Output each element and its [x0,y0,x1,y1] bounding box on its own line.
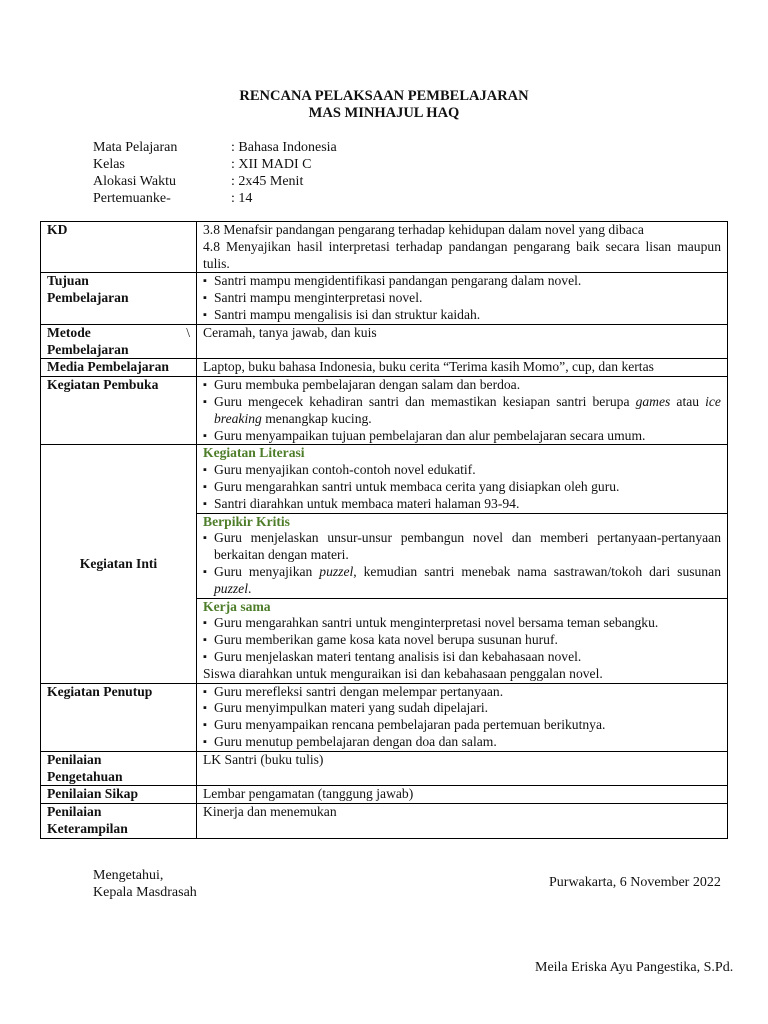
approval-block [93,867,197,901]
info-value: : Bahasa Indonesia [231,140,337,155]
lesson-plan-table [40,221,728,839]
section-literasi [197,445,727,513]
kd-line-1: 3.8 Menafsir pandangan pengarang terhadap kehidupan dalam novel yang dibaca [203,222,644,237]
tujuan-label-line-1: Tujuan [47,273,89,289]
signer-name: Meila Eriska Ayu Pangestika, S.Pd. [535,960,734,975]
keterampilan-label [41,804,197,839]
row-pengetahuan [41,751,728,786]
document-title: RENCANA PELAKSAAN PEMBELAJARAN [239,88,529,104]
list-item: ▪ Guru memberikan game kosa kata novel berupa susunan huruf. [203,632,721,649]
sikap-content: Lembar pengamatan (tanggung jawab) [197,786,728,804]
list-item: ▪ Guru menyampaikan rencana pembelajaran pada pertemuan berikutnya. [203,717,721,734]
text-run: . [247,580,252,596]
list-item: ▪ Guru menyimpulkan materi yang sudah dipelajari. [203,700,721,717]
info-label: Kelas [93,157,125,172]
kd-line-2: 4.8 Menyajikan hasil interpretasi terhadap pandangan pengarang baik secara lisan maupun tulis. [203,238,721,271]
italic-run: puzzel [319,563,354,579]
list-item: ▪ Santri diarahkan untuk membaca materi halaman 93-94. [203,496,721,513]
row-penutup [41,683,728,751]
pembuka-label: Kegiatan Pembuka [41,377,197,445]
row-metode [41,324,728,359]
tujuan-label-line-2: Pembelajaran [47,290,129,306]
list-item: ▪ Santri mampu menginterpretasi novel. [203,290,721,307]
text-run: menangkap kucing. [261,410,372,426]
kd-content [197,222,728,273]
metode-label-text: Metode [47,324,91,340]
info-label: Alokasi Waktu [93,174,176,189]
info-value: : 2x45 Menit [231,174,304,189]
list-item: ▪ Guru merefleksi santri dengan melempar pertanyaan. [203,684,721,701]
info-label: Mata Pelajaran [93,140,178,155]
row-media [41,359,728,377]
list-item [203,394,721,428]
metode-content: Ceramah, tanya jawab, dan kuis [197,324,728,359]
kritis-title: Berpikir Kritis [203,513,290,529]
list-item: ▪ Guru menutup pembelajaran dengan doa dan salam. [203,734,721,751]
italic-run: puzzel [214,580,248,596]
keterampilan-label-line-2: Keterampilan [47,820,128,836]
keterampilan-content: Kinerja dan menemukan [197,804,728,839]
list-item: ▪ Guru menyampaikan tujuan pembelajaran dan alur pembelajaran secara umum. [203,428,721,445]
pengetahuan-label-line-1: Penilaian [47,751,102,767]
place-date: Purwakarta, 6 November 2022 [549,875,721,890]
row-keterampilan [41,804,728,839]
list-item: ▪ Guru menjelaskan unsur-unsur pembangun novel dan memberi pertanyaan-pertanyaan berkaitan dengan materi. [203,530,721,564]
info-value: : 14 [231,191,253,206]
text-run: , kemudian santri menebak nama sastrawan/tokoh dari susunan [353,563,721,579]
inti-content [197,445,728,683]
list-item: ▪ Guru menyajikan contoh-contoh novel edukatif. [203,462,721,479]
text-run: Guru mengecek kehadiran santri dan memastikan kesiapan santri berupa [214,393,636,409]
list-item: ▪ Santri mampu mengalisis isi dan struktur kaidah. [203,307,721,324]
keterampilan-label-line-1: Penilaian [47,804,102,820]
kerjasama-note: Siswa diarahkan untuk menguraikan isi dan kebahasaan penggalan novel. [203,665,603,681]
tujuan-content [197,273,728,324]
row-inti [41,445,728,683]
list-item: ▪ Guru membuka pembelajaran dengan salam dan berdoa. [203,377,721,394]
penutup-label: Kegiatan Penutup [41,683,197,751]
list-item: ▪ Guru menjelaskan materi tentang analisis isi dan kebahasaan novel. [203,649,721,666]
approval-line-1: Mengetahui, [93,868,164,883]
pembuka-content [197,377,728,445]
pengetahuan-label-line-2: Pengetahuan [47,768,123,784]
inti-label: Kegiatan Inti [41,445,197,683]
italic-run: ice breaking [214,393,721,426]
metode-label-line-2: Pembelajaran [47,341,129,357]
tujuan-label [41,273,197,324]
section-kritis [197,514,727,599]
pengetahuan-content: LK Santri (buku tulis) [197,751,728,786]
text-run: Guru menyajikan [214,563,320,579]
metode-label-line-1 [47,325,190,342]
row-tujuan [41,273,728,324]
section-kerjasama [197,599,727,683]
literasi-title: Kegiatan Literasi [203,445,305,461]
row-sikap [41,786,728,804]
metode-label [41,324,197,359]
approval-line-2: Kepala Masdrasah [93,885,197,900]
row-kd [41,222,728,273]
row-pembuka [41,377,728,445]
penutup-content [197,683,728,751]
info-label: Pertemuanke- [93,191,171,206]
media-content: Laptop, buku bahasa Indonesia, buku cerita “Terima kasih Momo”, cup, dan kertas [197,359,728,377]
school-name: MAS MINHAJUL HAQ [308,105,460,121]
italic-run: games [635,393,671,409]
list-item: ▪ Guru mengarahkan santri untuk menginterpretasi novel bersama teman sebangku. [203,615,721,632]
pengetahuan-label [41,751,197,786]
list-item: ▪ Guru mengarahkan santri untuk membaca cerita yang disiapkan oleh guru. [203,479,721,496]
sikap-label: Penilaian Sikap [41,786,197,804]
media-label: Media Pembelajaran [41,359,197,377]
kerjasama-title: Kerja sama [203,598,271,614]
list-item: ▪ Santri mampu mengidentifikasi pandangan pengarang dalam novel. [203,273,721,290]
text-run: atau [670,393,706,409]
kd-label: KD [41,222,197,273]
metode-label-separator: \ [186,324,190,340]
list-item [203,564,721,598]
info-value: : XII MADI C [231,157,312,172]
